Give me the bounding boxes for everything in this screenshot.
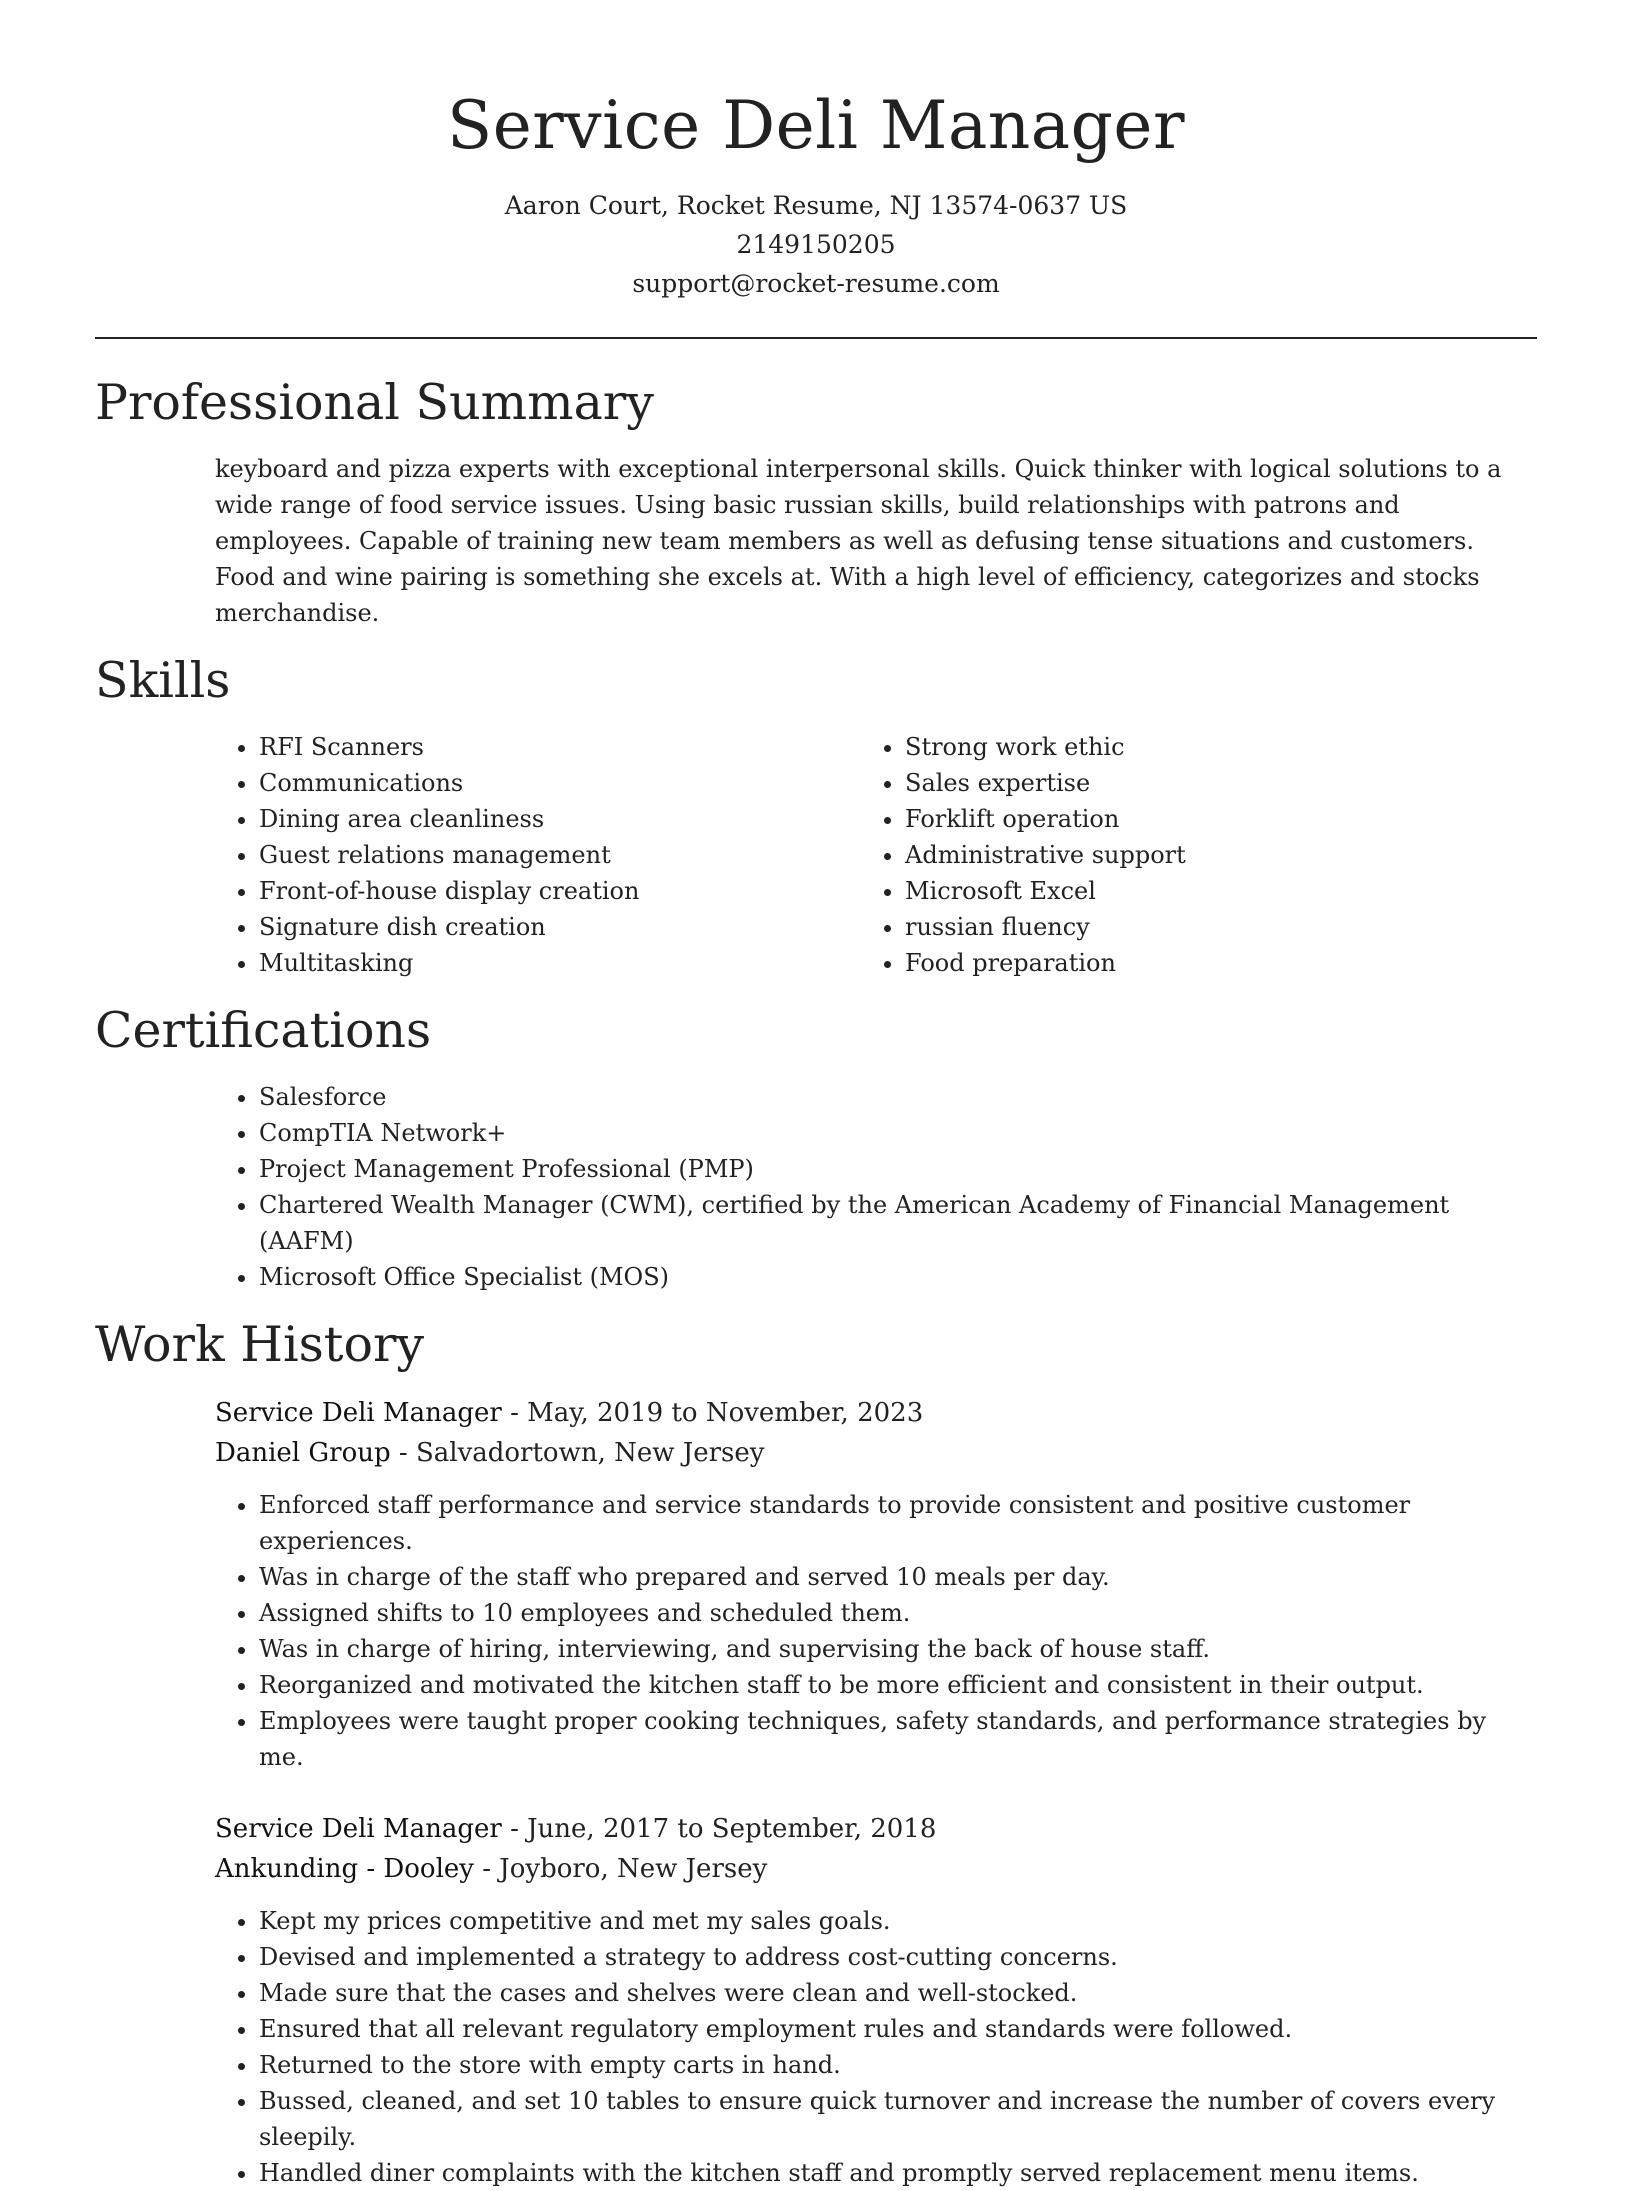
- skill-item: • Food preparation: [905, 945, 1507, 981]
- job-bullet: • Ensured that all relevant regulatory employment rules and standards were followed.: [259, 2011, 1537, 2047]
- summary-text: keyboard and pizza experts with exceptional interpersonal skills. Quick thinker with logical solutions to a wide range of food service issues. Using basic russian skills, build relationships with patrons and employees. Capable of training new team members as well as defusing tense situations and customers. Food and wine pairing is something she excels at. With a high level of efficiency, categorizes and stocks merchandise.: [215, 455, 1502, 627]
- certification-item: • Project Management Professional (PMP): [259, 1151, 1537, 1187]
- skills-section: [95, 651, 1537, 981]
- job-company: Ankunding - Dooley: [215, 1854, 474, 1884]
- summary-title: Professional Summary: [95, 374, 654, 431]
- contact-block: [95, 186, 1537, 303]
- skill-item: • RFI Scanners: [259, 729, 861, 765]
- summary-section: [95, 373, 1537, 631]
- job-bullet: • Devised and implemented a strategy to address cost-cutting concerns.: [259, 1939, 1537, 1975]
- job-company: Daniel Group: [215, 1438, 391, 1468]
- certifications-title: Certifications: [95, 1002, 432, 1059]
- header-divider: [95, 337, 1537, 339]
- skill-item: • Sales expertise: [905, 765, 1507, 801]
- contact-address: Aaron Court, Rocket Resume, NJ 13574-0637 US: [504, 191, 1128, 220]
- job-bullets: [215, 1487, 1537, 1775]
- certifications-list: [215, 1079, 1537, 1295]
- certification-item: • Chartered Wealth Manager (CWM), certified by the American Academy of Financial Management (AAFM): [259, 1187, 1537, 1259]
- job-role: Service Deli Manager: [215, 1398, 502, 1428]
- certification-item: • CompTIA Network+: [259, 1115, 1537, 1151]
- contact-phone: 2149150205: [736, 230, 896, 259]
- job-company-line: [215, 1433, 1537, 1473]
- skills-title: Skills: [95, 652, 231, 709]
- job-location: - Joyboro, New Jersey: [473, 1854, 768, 1884]
- job-bullet: • Reorganized and motivated the kitchen staff to be more efficient and consistent in their output.: [259, 1667, 1537, 1703]
- job-bullet: • Handled diner complaints with the kitchen staff and promptly served replacement menu items.: [259, 2155, 1537, 2191]
- job-bullet: • Bussed, cleaned, and set 10 tables to ensure quick turnover and increase the number of covers every sleepily.: [259, 2083, 1537, 2155]
- skill-item: • Front-of-house display creation: [259, 873, 861, 909]
- certification-item: • Salesforce: [259, 1079, 1537, 1115]
- certifications-section: [95, 1001, 1537, 1295]
- skill-item: • Forklift operation: [905, 801, 1507, 837]
- skill-item: • Signature dish creation: [259, 909, 861, 945]
- job-bullets: [215, 1903, 1537, 2191]
- job-bullet: • Assigned shifts to 10 employees and scheduled them.: [259, 1595, 1537, 1631]
- skill-item: • Guest relations management: [259, 837, 861, 873]
- job-bullet: • Returned to the store with empty carts in hand.: [259, 2047, 1537, 2083]
- skills-right-list: [861, 729, 1507, 981]
- job-bullet: • Kept my prices competitive and met my sales goals.: [259, 1903, 1537, 1939]
- work-history-title: Work History: [95, 1316, 425, 1373]
- job-bullet: • Employees were taught proper cooking techniques, safety standards, and performance strategies by me.: [259, 1703, 1537, 1775]
- work-history-section: [95, 1315, 1537, 2191]
- candidate-name: Service Deli Manager: [446, 87, 1186, 164]
- skill-item: • Administrative support: [905, 837, 1507, 873]
- skill-item: • Dining area cleanliness: [259, 801, 861, 837]
- job-entry: [215, 1393, 1537, 1775]
- skill-item: • Strong work ethic: [905, 729, 1507, 765]
- job-title-line: [215, 1809, 1537, 1849]
- job-location: - Salvadortown, New Jersey: [390, 1438, 765, 1468]
- job-title-line: [215, 1393, 1537, 1433]
- job-bullet: • Made sure that the cases and shelves were clean and well-stocked.: [259, 1975, 1537, 2011]
- skill-item: • Communications: [259, 765, 861, 801]
- contact-email: support@rocket-resume.com: [632, 269, 1000, 298]
- skills-grid: [215, 729, 1537, 981]
- skill-item: • Microsoft Excel: [905, 873, 1507, 909]
- job-dates: - June, 2017 to September, 2018: [501, 1814, 937, 1844]
- skills-left-list: [215, 729, 861, 981]
- job-bullet: • Was in charge of hiring, interviewing, and supervising the back of house staff.: [259, 1631, 1537, 1667]
- job-bullet: • Was in charge of the staff who prepared and served 10 meals per day.: [259, 1559, 1537, 1595]
- job-role: Service Deli Manager: [215, 1814, 502, 1844]
- job-company-line: [215, 1849, 1537, 1889]
- skill-item: • Multitasking: [259, 945, 861, 981]
- resume-header: [95, 0, 1537, 303]
- job-entry: [215, 1809, 1537, 2191]
- certification-item: • Microsoft Office Specialist (MOS): [259, 1259, 1537, 1295]
- job-bullet: • Enforced staff performance and service standards to provide consistent and positive customer experiences.: [259, 1487, 1537, 1559]
- skill-item: • russian fluency: [905, 909, 1507, 945]
- job-dates: - May, 2019 to November, 2023: [501, 1398, 924, 1428]
